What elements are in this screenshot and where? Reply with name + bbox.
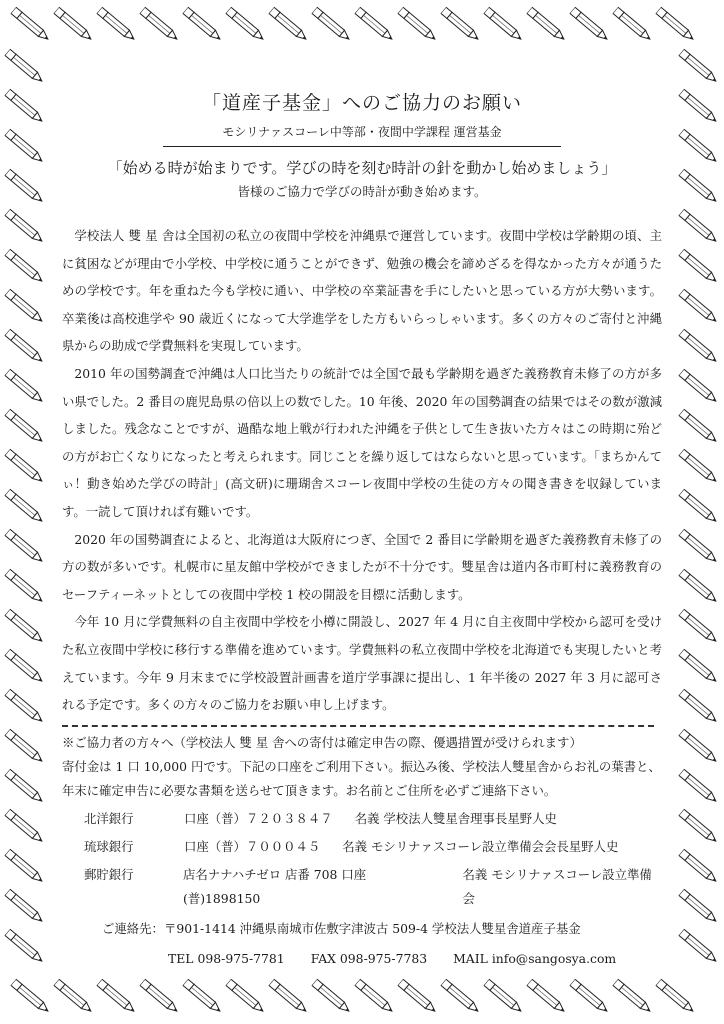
page-subtitle: モシリナァスコーレ中等部・夜間中学課程 運営基金: [222, 125, 502, 139]
pencil-icon: [182, 6, 224, 43]
bank-holder: 名義 モシリナァスコーレ設立準備会: [462, 866, 652, 906]
pencil-icon: [569, 978, 611, 1015]
pencil-icon: [678, 888, 720, 925]
pencil-icon: [678, 448, 720, 485]
pencil-icon: [678, 528, 720, 565]
pencil-icon: [4, 48, 46, 85]
pencil-icon: [678, 728, 720, 765]
paragraph-intro: 学校法人 雙 星 舎は全国初の私立の夜間中学校を沖縄県で運営しています。夜間中学校は学齢期の頃、主に貧困などが理由で小学校、中学校に通うことができず、勉強の機会を諦めざるを得なかった方々が通うための学校です。年を重ねた今も学校に通い、中学校の卒業証書を手にしたいと思っている方が大勢います。卒業後は高校進学や 90 歳近くになって大学進学をした方もいらっしゃいます。多くの方々のご寄付と沖縄県からの助成で学費無料を実現しています。: [62, 228, 662, 354]
pencil-icon: [10, 6, 52, 43]
bank-name: 郵貯銀行: [84, 866, 134, 882]
pencil-icon: [678, 88, 720, 125]
pencil-icon: [678, 208, 720, 245]
donor-notice-body: 寄付金は 1 口 10,000 円です。下記の口座をご利用下さい。振込み後、学校法人雙星舎からお礼の葉書と、年末に確定申告に必要な書類を送らせて頂きます。お名前とご住所を必ずご連絡下さい。: [62, 758, 661, 798]
paragraph-census-hokkaido: 2020 年の国勢調査によると、北海道は大阪府につぎ、全国で 2 番目に学齢期を過ぎた義務教育未修了の方の数が多いです。札幌市に星友館中学校ができましたが不十分です。雙星舎は道内各市町村に義務教育のセーフティーネットとしての夜間中学校 1 校の開設を目標に活動します。: [62, 531, 662, 602]
donor-notice-heading: ※ご協力者の方々へ（学校法人 雙 星 舎への寄付は確定申告の際、優遇措置が受けられます）: [62, 734, 582, 750]
pencil-icon: [225, 978, 267, 1015]
pencil-icon: [139, 978, 181, 1015]
pencil-icon: [397, 978, 439, 1015]
bank-holder: 名義 学校法人雙星舎理事長星野人史: [354, 810, 557, 826]
pencil-icon: [678, 128, 720, 165]
pencil-icon: [139, 6, 181, 43]
pencil-icon: [4, 808, 46, 845]
pencil-icon: [53, 978, 95, 1015]
pencil-icon: [4, 248, 46, 285]
pencil-icon: [4, 528, 46, 565]
pencil-icon: [655, 978, 697, 1015]
pencil-icon: [4, 328, 46, 365]
contact-fax: FAX 098-975-7783: [310, 950, 428, 966]
pencil-icon: [4, 208, 46, 245]
dashed-divider: [62, 725, 654, 727]
paragraph-plan: 今年 10 月に学費無料の自主夜間中学校を小樽に開設し、2027 年 4 月に自主夜間中学校から認可を受けた私立夜間中学校に移行する準備を進めています。学費無料の私立夜間中学校を北海道でも実現したいと考えています。今年 9 月末までに学校設置計画書を道庁学事課に提出し、1 年半後の 2027 年 3 月に認可される予定です。多くの方々のご協力をお願い申し上げます。: [62, 614, 662, 713]
pencil-icon: [311, 978, 353, 1015]
contact-mail[interactable]: MAIL info@sangosya.com: [453, 950, 617, 966]
pencil-icon: [10, 978, 52, 1015]
pencil-icon: [678, 488, 720, 525]
pencil-icon: [4, 888, 46, 925]
bank-row: [62, 835, 662, 859]
pencil-icon: [4, 688, 46, 725]
contact-address: ご連絡先：〒901-1414 沖縄県南城市佐敷字津波古 509-4 学校法人雙星舎道産子基金: [102, 920, 581, 936]
page-title: 「道産子基金」へのご協力のお願い: [201, 92, 522, 114]
pencil-icon: [182, 978, 224, 1015]
pencil-icon: [569, 6, 611, 43]
pencil-icon: [483, 6, 525, 43]
pencil-icon: [4, 768, 46, 805]
pencil-icon: [225, 6, 267, 43]
pencil-icon: [678, 768, 720, 805]
pencil-icon: [4, 928, 46, 965]
pencil-icon: [678, 648, 720, 685]
pencil-icon: [678, 328, 720, 365]
pencil-icon: [678, 288, 720, 325]
pencil-icon: [96, 978, 138, 1015]
pencil-icon: [4, 128, 46, 165]
pencil-icon: [268, 978, 310, 1015]
pencil-icon: [4, 728, 46, 765]
pencil-icon: [678, 408, 720, 445]
tagline: 皆様のご協力で学びの時計が動き始めます。: [237, 184, 487, 199]
pencil-icon: [4, 448, 46, 485]
pencil-icon: [678, 48, 720, 85]
pencil-icon: [612, 978, 654, 1015]
pencil-icon: [440, 978, 482, 1015]
pencil-icon: [4, 88, 46, 125]
bank-row: [62, 807, 662, 831]
pencil-icon: [483, 978, 525, 1015]
pencil-icon: [4, 368, 46, 405]
pencil-icon: [678, 848, 720, 885]
pencil-icon: [4, 848, 46, 885]
bank-account: 口座（普）７２０３８４７: [184, 810, 333, 826]
bank-account: 口座（普）７０００４５: [184, 838, 321, 854]
flyer-content: [62, 78, 662, 971]
title-divider: [163, 146, 561, 147]
pencil-icon: [397, 6, 439, 43]
bank-holder: 名義 モシリナァスコーレ設立準備会会長星野人史: [342, 838, 619, 854]
bank-row: [62, 863, 662, 911]
pencil-icon: [4, 608, 46, 645]
pencil-icon: [678, 248, 720, 285]
pencil-icon: [311, 6, 353, 43]
pencil-icon: [440, 6, 482, 43]
pencil-icon: [678, 688, 720, 725]
pencil-icon: [526, 6, 568, 43]
pencil-icon: [526, 978, 568, 1015]
pencil-icon: [96, 6, 138, 43]
paragraph-census-okinawa: 2010 年の国勢調査で沖縄は人口比当たりの統計では全国で最も学齢期を過ぎた義務教育未修了の方が多い県でした。2 番目の鹿児島県の倍以上の数でした。10 年後、2020 年の国勢調査の結果ではその数が激減しました。残念なことですが、過酷な地上戦が行われた沖縄を子供として生き抜いた方々はこの時期に殆どの方がお亡くなりになったと考えられます。同じことを繰り返してはならないと思っています。「まちかんてぃ！動き始めた学びの時計」(高文研)に珊瑚舎スコーレ夜間中学校の生徒の方々の聞き書きを収録しています。一読して頂ければ有難いです。: [62, 365, 662, 519]
pencil-icon: [678, 168, 720, 205]
pencil-icon: [4, 568, 46, 605]
bank-name: 北洋銀行: [84, 810, 134, 826]
pencil-icon: [678, 568, 720, 605]
contact-tel: TEL 098-975-7781: [168, 950, 285, 966]
pencil-icon: [4, 288, 46, 325]
pencil-icon: [354, 978, 396, 1015]
pencil-icon: [268, 6, 310, 43]
slogan: 「始める時が始まりです。学びの時を刻む時計の針を動かし始めましょう」: [107, 159, 617, 177]
pencil-icon: [612, 6, 654, 43]
pencil-icon: [678, 928, 720, 965]
pencil-icon: [4, 408, 46, 445]
pencil-icon: [655, 6, 697, 43]
pencil-icon: [4, 168, 46, 205]
pencil-icon: [4, 648, 46, 685]
contact-details: [62, 947, 662, 971]
bank-account: 店名ナナハチゼロ 店番 708 口座(普)1898150: [182, 866, 367, 906]
pencil-icon: [678, 608, 720, 645]
pencil-icon: [4, 488, 46, 525]
bank-name: 琉球銀行: [84, 838, 134, 854]
pencil-icon: [53, 6, 95, 43]
pencil-icon: [678, 808, 720, 845]
pencil-icon: [354, 6, 396, 43]
pencil-icon: [678, 368, 720, 405]
